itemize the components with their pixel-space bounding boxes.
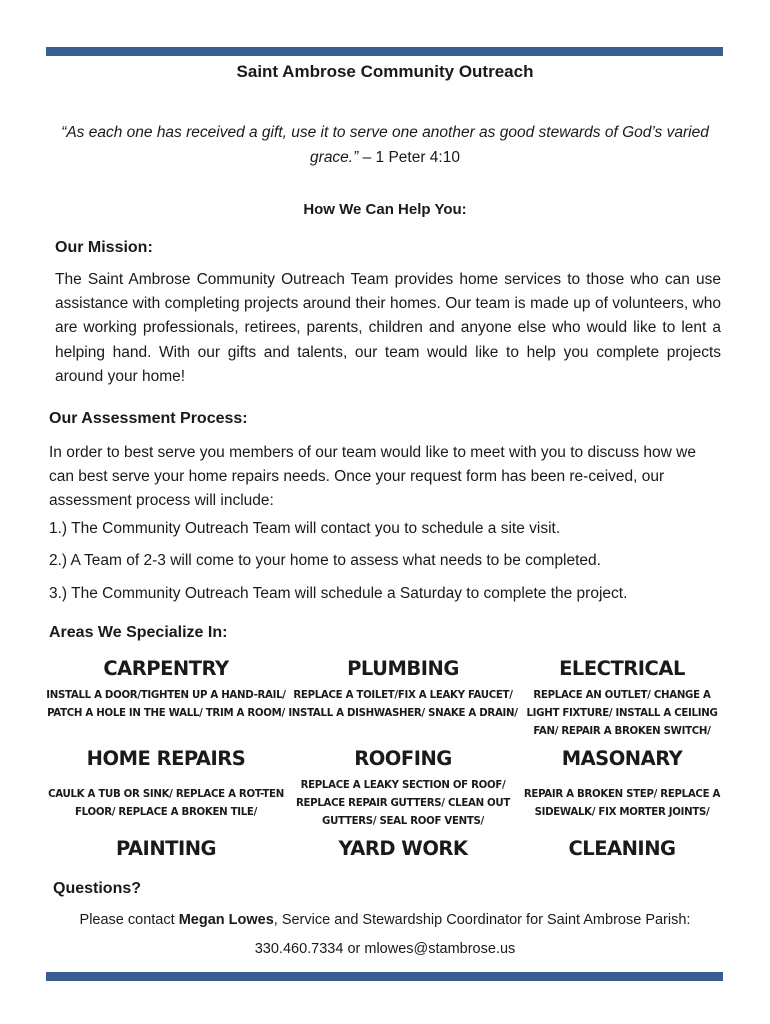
contact-prefix: Please contact xyxy=(79,912,179,928)
assessment-step-1: 1.) The Community Outreach Team will contact you to schedule a site visit. xyxy=(49,520,561,537)
area-title-electrical: ELECTRICAL xyxy=(559,657,685,680)
area-title-plumbing: PLUMBING xyxy=(347,657,459,680)
area-desc-carpentry: INSTALL A DOOR/TIGHTEN UP A HAND-RAIL/ PATCH A HOLE IN THE WALL/ TRIM A ROOM/ xyxy=(46,690,286,719)
quote-text: “As each one has received a gift, use it to serve one another as good stewards of God’s varied grace.” xyxy=(61,124,709,166)
area-title-roofing: ROOFING xyxy=(354,747,452,770)
area-desc-plumbing: REPLACE A TOILET/FIX A LEAKY FAUCET/ INSTALL A DISHWASHER/ SNAKE A DRAIN/ xyxy=(288,690,518,719)
area-desc-electrical: REPLACE AN OUTLET/ CHANGE A LIGHT FIXTURE/ INSTALL A CEILING FAN/ REPAIR A BROKEN SWITCH/ xyxy=(526,690,718,737)
contact-name: Megan Lowes xyxy=(178,912,274,928)
bottom-divider-bar xyxy=(46,972,723,981)
area-desc-home-repairs: CAULK A TUB OR SINK/ REPLACE A ROT-TEN FLOOR/ REPLACE A BROKEN TILE/ xyxy=(48,789,284,818)
area-title-masonary: MASONARY xyxy=(561,747,683,770)
area-title-cleaning: CLEANING xyxy=(568,837,676,860)
area-title-painting: PAINTING xyxy=(115,837,217,860)
contact-phone-email: 330.460.7334 or mlowes@stambrose.us xyxy=(254,941,516,957)
areas-heading: Areas We Specialize In: xyxy=(49,624,228,641)
area-title-carpentry: CARPENTRY xyxy=(103,657,229,680)
mission-heading: Our Mission: xyxy=(55,239,153,256)
page-title: Saint Ambrose Community Outreach xyxy=(236,62,534,81)
assessment-step-2: 2.) A Team of 2-3 will come to your home to assess what needs to be completed. xyxy=(49,552,601,569)
area-title-home-repairs: HOME REPAIRS xyxy=(86,747,246,770)
questions-heading: Questions? xyxy=(53,880,142,897)
top-divider-bar xyxy=(46,47,723,56)
assessment-step-3: 3.) The Community Outreach Team will schedule a Saturday to complete the project. xyxy=(49,585,628,602)
area-title-yard-work: YARD WORK xyxy=(338,837,468,860)
assessment-heading: Our Assessment Process: xyxy=(49,410,248,427)
quote-citation: – 1 Peter 4:10 xyxy=(358,149,460,166)
mission-body: The Saint Ambrose Community Outreach Team provides home services to those who can use assistance with completing projects around their homes. Our team is made up of volunteers, who are working professionals, retirees, parents, children and anyone else who would like to lent a helping hand. With our gifts and talents, our team would like to help you complete projects around your home! xyxy=(55,271,721,385)
help-heading: How We Can Help You: xyxy=(303,201,467,218)
area-desc-roofing: REPLACE A LEAKY SECTION OF ROOF/ REPLACE REPAIR GUTTERS/ CLEAN OUT GUTTERS/ SEAL ROOF VENTS/ xyxy=(295,780,511,827)
assessment-intro: In order to best serve you members of our team would like to meet with you to discuss how we can best serve your home repairs needs. Once your request form has been re-ceived, our assessment process will include: xyxy=(49,444,696,509)
scripture-quote xyxy=(50,120,720,170)
contact-suffix: , Service and Stewardship Coordinator for Saint Ambrose Parish: xyxy=(273,912,691,928)
area-desc-masonary: REPAIR A BROKEN STEP/ REPLACE A SIDEWALK/ FIX MORTER JOINTS/ xyxy=(523,789,721,818)
contact-line xyxy=(0,912,770,928)
